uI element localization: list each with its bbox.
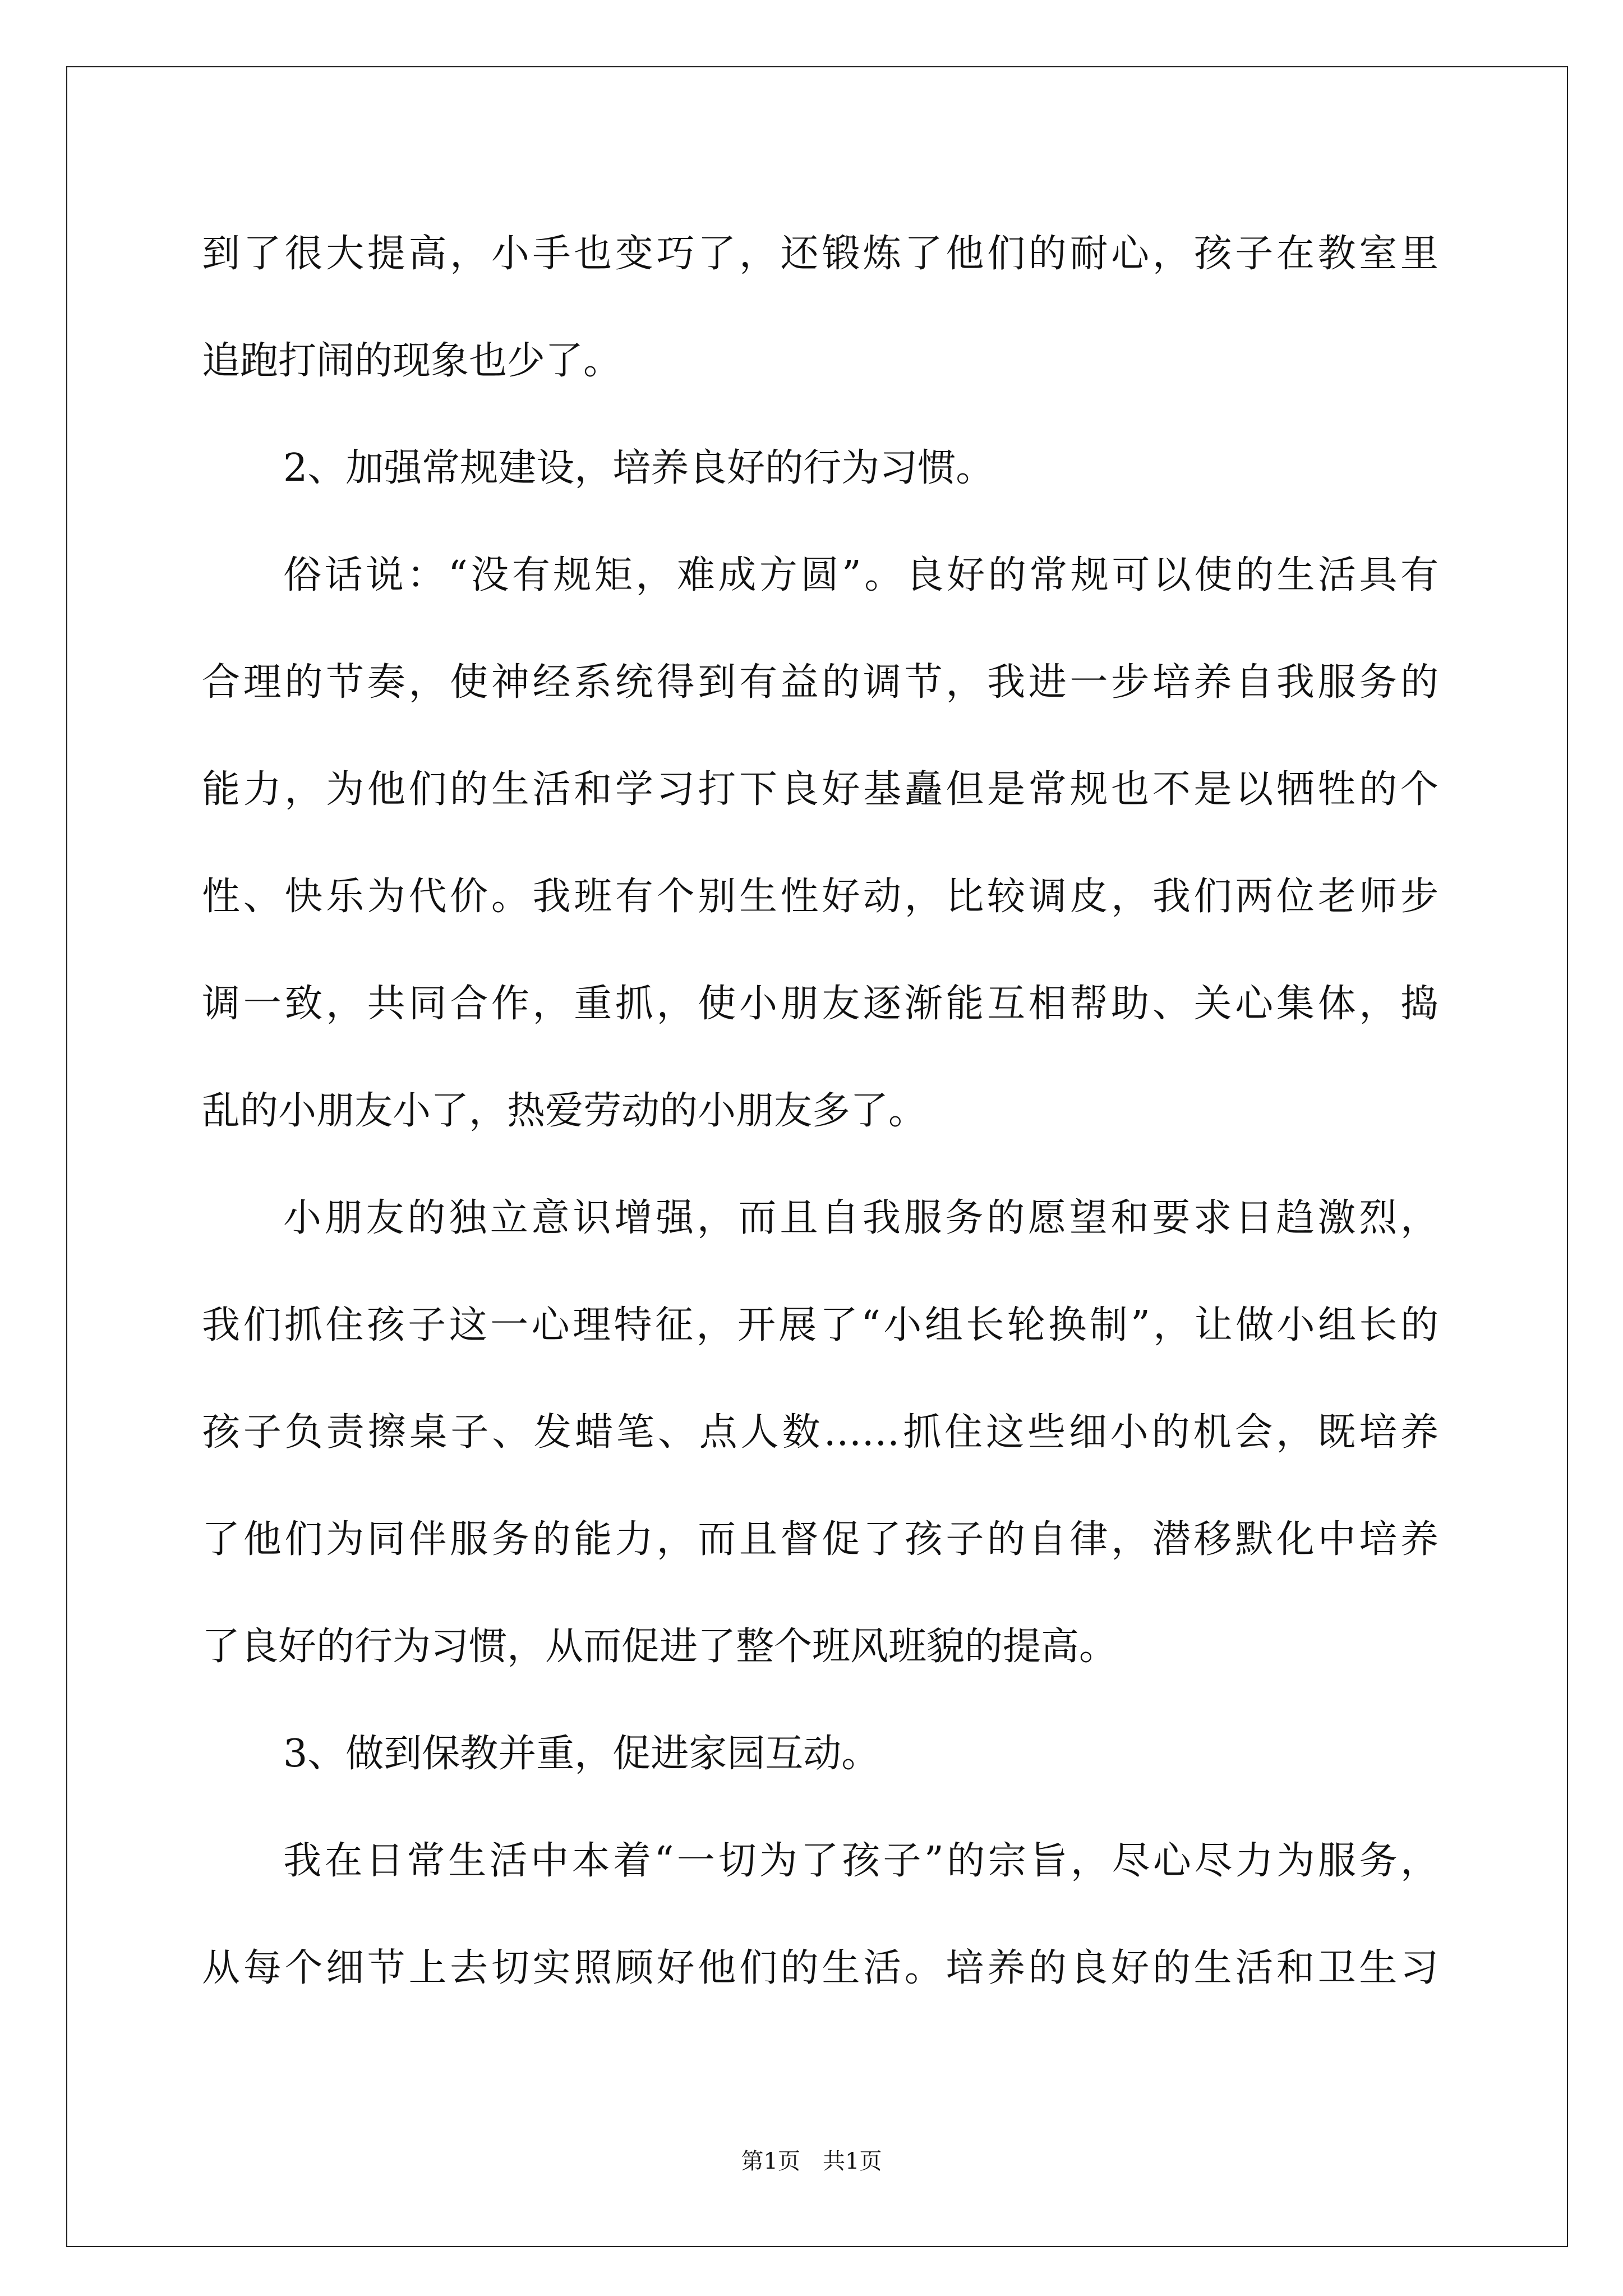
text-line: 小朋友的独立意识增强，而且自我服务的愿望和要求日趋激烈， xyxy=(283,1196,1438,1240)
text-line: 俗话说：“没有规矩，难成方圆”。良好的常规可以使的生活具有 xyxy=(283,553,1438,597)
text-line: 孩子负责擦桌子、发蜡笔、点人数……抓住这些细小的机会，既培养 xyxy=(202,1410,1438,1455)
text-line: 我在日常生活中本着“一切为了孩子”的宗旨，尽心尽力为服务， xyxy=(283,1839,1438,1883)
text-line: 我们抓住孩子这一心理特征，开展了“小组长轮换制”，让做小组长的 xyxy=(202,1303,1438,1347)
text-line: 了他们为同伴服务的能力，而且督促了孩子的自律，潜移默化中培养 xyxy=(202,1517,1438,1562)
text-line: 从每个细节上去切实照顾好他们的生活。培养的良好的生活和卫生习 xyxy=(202,1946,1438,1990)
text-line: 能力，为他们的生活和学习打下良好基矗但是常规也不是以牺牲的个 xyxy=(202,767,1438,812)
section-heading: 2、加强常规建设，培养良好的行为习惯。 xyxy=(283,446,994,490)
text-line: 调一致，共同合作，重抓，使小朋友逐渐能互相帮助、关心集体，捣 xyxy=(202,982,1438,1026)
text-line: 合理的节奏，使神经系统得到有益的调节，我进一步培养自我服务的 xyxy=(202,660,1438,705)
section-heading: 3、做到保教并重，促进家园互动。 xyxy=(283,1732,880,1776)
text-line: 乱的小朋友小了，热爱劳动的小朋友多了。 xyxy=(202,1089,927,1133)
document-body xyxy=(202,200,1438,2022)
text-line: 性、快乐为代价。我班有个别生性好动，比较调皮，我们两位老师步 xyxy=(202,875,1438,919)
text-line: 到了很大提高，小手也变巧了，还锻炼了他们的耐心，孩子在教室里 xyxy=(202,232,1438,276)
page-footer: 第1页 共1页 xyxy=(741,2148,882,2174)
text-line: 追跑打闹的现象也少了。 xyxy=(202,339,622,383)
text-line: 了良好的行为习惯，从而促进了整个班风班貌的提高。 xyxy=(202,1625,1118,1669)
